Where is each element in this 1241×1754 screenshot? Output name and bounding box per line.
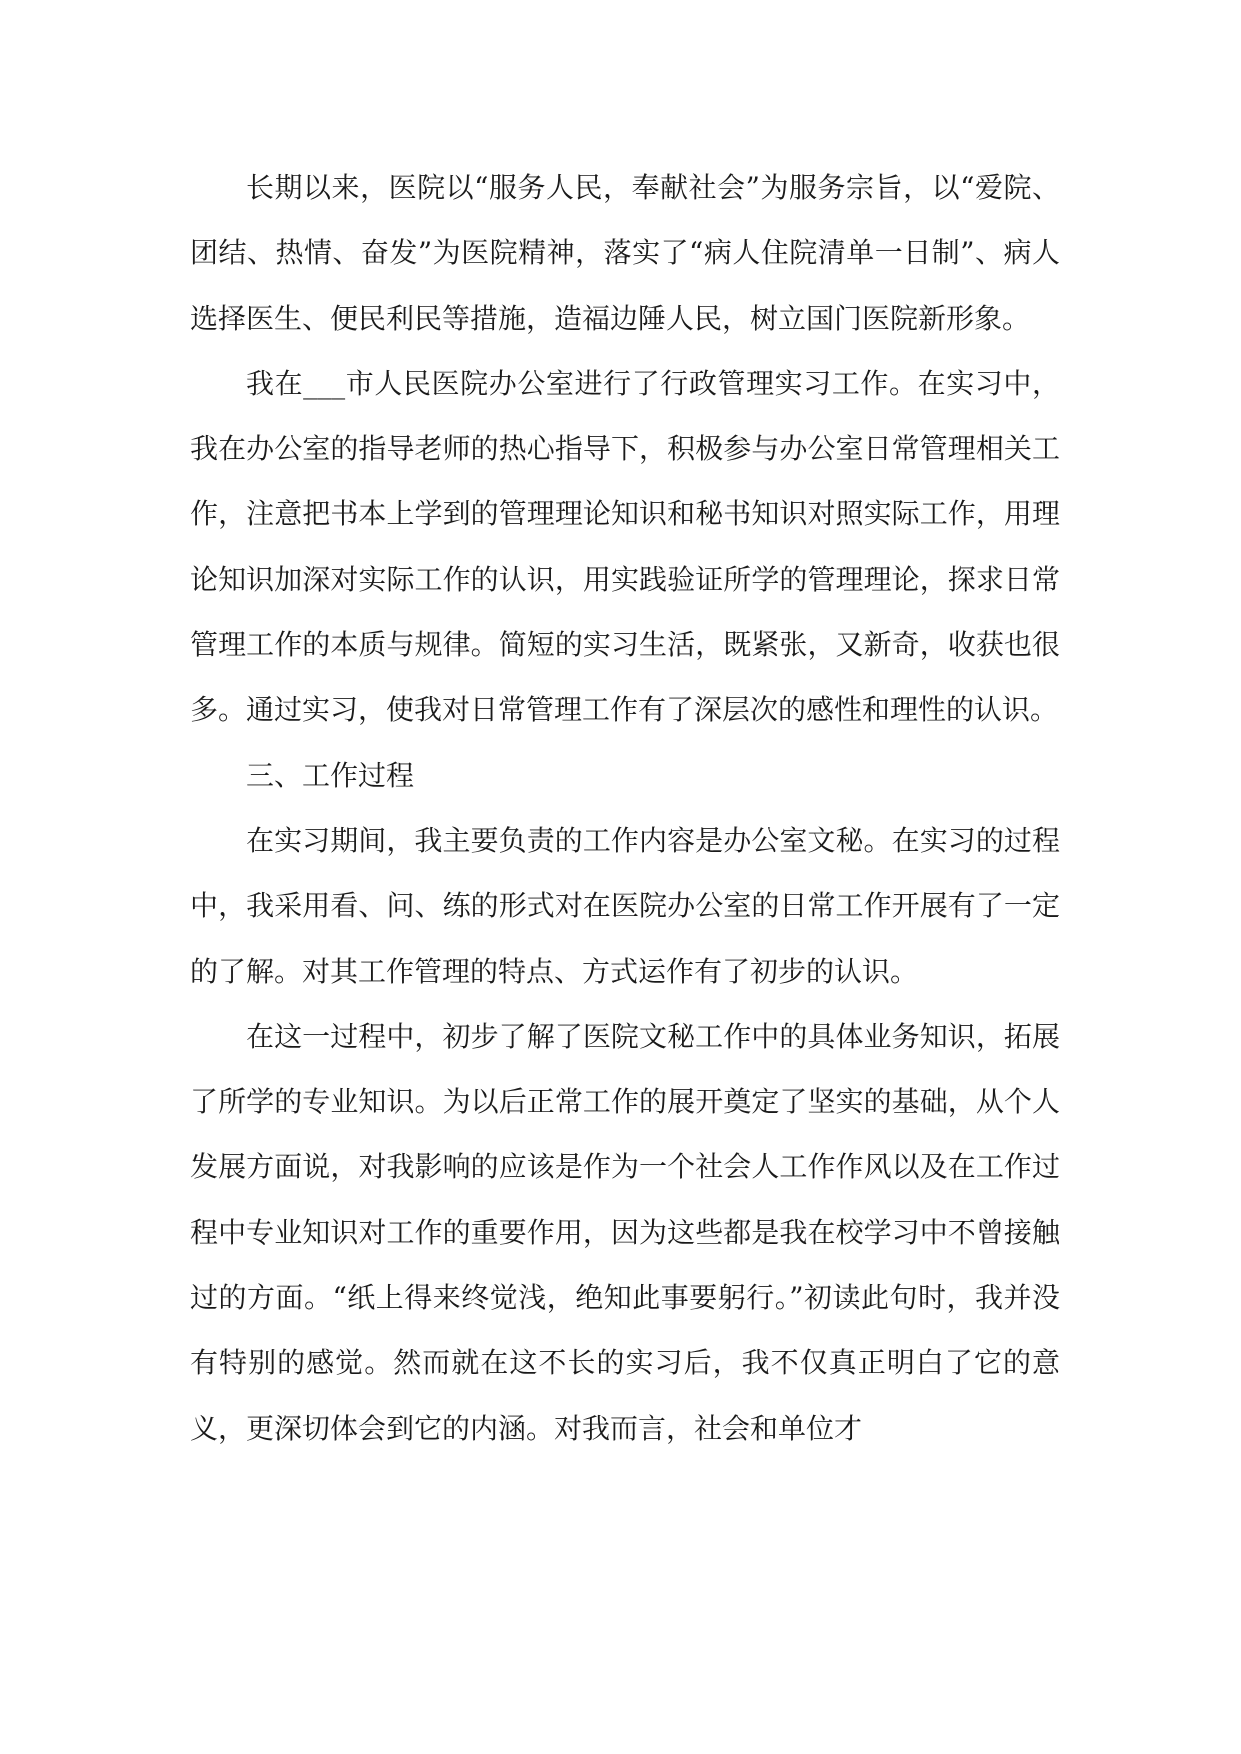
section-heading-work-process: 三、工作过程 bbox=[246, 758, 415, 792]
paragraph-reflection: 在这一过程中，初步了解了医院文秘工作中的具体业务知识，拓展了所学的专业知识。为以后正常工作的展开奠定了坚实的基础，从个人发展方面说，对我影响的应该是作为一个社会人工作作风以及在工作过程中专业知识对工作的重要作用，因为这些都是我在校学习中不曾接触过的方面。“纸上得来终觉浅，绝知此事要躬行。”初读此句时，我并没有特别的感觉。然而就在这不长的实习后，我不仅真正明白了它的意义，更深切体会到它的内涵。对我而言，社会和单位才 bbox=[190, 1019, 1060, 1445]
paragraph-hospital-intro: 长期以来，医院以“服务人民，奉献社会”为服务宗旨，以“爱院、团结、热情、奋发”为医院精神，落实了“病人住院清单一日制”、病人选择医生、便民利民等措施，造福边陲人民，树立国门医院新形象。 bbox=[190, 171, 1060, 335]
paragraph-internship-duties: 在实习期间，我主要负责的工作内容是办公室文秘。在实习的过程中，我采用看、问、练的形式对在医院办公室的日常工作开展有了一定的了解。对其工作管理的特点、方式运作有了初步的认识。 bbox=[190, 823, 1060, 988]
paragraph-internship-overview: 我在___市人民医院办公室进行了行政管理实习工作。在实习中，我在办公室的指导老师的热心指导下，积极参与办公室日常管理相关工作，注意把书本上学到的管理理论知识和秘书知识对照实际工作，用理论知识加深对实际工作的认识，用实践验证所学的管理理论，探求日常管理工作的本质与规律。简短的实习生活，既紧张，又新奇，收获也很多。通过实习，使我对日常管理工作有了深层次的感性和理性的认识。 bbox=[190, 366, 1060, 727]
document-page bbox=[190, 155, 1060, 1461]
